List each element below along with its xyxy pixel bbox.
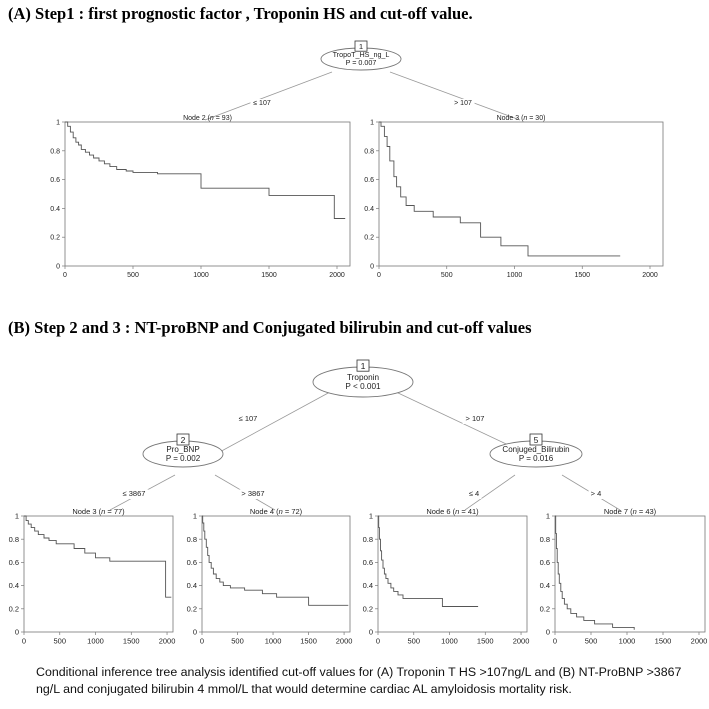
x-tick-label: 2000: [335, 636, 353, 646]
x-tick-label: 2000: [512, 636, 530, 646]
x-tick-label: 1000: [506, 272, 523, 279]
plot-title: Node 2 (n = 93): [183, 115, 232, 122]
x-tick-label: 500: [584, 636, 598, 646]
x-tick-label: 500: [127, 272, 139, 279]
y-tick-label: 0.6: [539, 558, 550, 568]
y-tick-label: 1: [192, 511, 197, 521]
tree-node-id: 1: [358, 42, 364, 52]
x-tick-label: 500: [440, 272, 453, 279]
y-tick-label: 0.4: [539, 581, 550, 591]
plot-frame: [24, 516, 173, 632]
x-tick-label: 0: [21, 636, 27, 646]
y-tick-label: 0: [14, 627, 19, 637]
y-tick-label: 0: [56, 263, 60, 271]
x-tick-label: 1500: [654, 636, 672, 646]
x-tick-label: 500: [407, 636, 421, 646]
y-tick-label: 0.4: [8, 581, 19, 591]
x-tick-label: 1000: [193, 272, 209, 279]
plot-frame: [202, 516, 350, 632]
tree-node-pvalue: P < 0.001: [345, 382, 381, 392]
y-tick-label: 0.8: [50, 148, 60, 156]
y-tick-label: 0.2: [186, 604, 197, 614]
tree-node-variable: Troponin: [346, 373, 380, 382]
y-tick-label: 0.2: [8, 604, 19, 614]
y-tick-label: 0.8: [364, 148, 374, 156]
tree-node-id: 2: [180, 435, 186, 445]
y-tick-label: 0.6: [50, 177, 60, 185]
plot-title: Node 3 (n = 77): [72, 507, 125, 516]
y-tick-label: 0: [192, 627, 197, 637]
y-tick-label: 0.4: [362, 581, 373, 591]
x-tick-label: 2000: [690, 636, 708, 646]
x-tick-label: 1000: [441, 636, 458, 646]
x-tick-label: 2000: [329, 272, 345, 279]
tree-node-pvalue: P = 0.016: [518, 454, 554, 463]
x-tick-label: 0: [375, 636, 381, 646]
figure-caption: Conditional inference tree analysis identified cut-off values for (A) Troponin T HS >107ng/L and (B) NT-ProBNP >3867 ng/L and conjugated bilirubin 4 mmol/L that would determine cardiac AL amyloidosis mortality risk.: [36, 665, 682, 696]
tree-node-variable: Conjuged_Bilirubin: [502, 445, 570, 454]
y-tick-label: 0.6: [364, 177, 374, 185]
x-tick-label: 500: [231, 636, 244, 646]
y-tick-label: 0.6: [186, 558, 197, 568]
tree-edge-label: ≤ 107: [238, 414, 258, 423]
x-tick-label: 1500: [476, 636, 494, 646]
plot-title: Node 4 (n = 72): [249, 507, 303, 516]
x-tick-label: 1000: [87, 636, 104, 646]
x-tick-label: 1000: [618, 636, 636, 646]
tree-edge-label: ≤ 107: [253, 100, 271, 107]
plot-title: Node 3 (n = 30): [496, 115, 546, 122]
y-tick-label: 0: [368, 627, 373, 637]
tree-edge: [205, 392, 330, 460]
y-tick-label: 0.2: [364, 234, 374, 242]
plot-frame: [378, 516, 527, 632]
tree-edge-label: > 4: [590, 489, 602, 498]
tree-node-pvalue: P = 0.007: [345, 58, 377, 68]
x-tick-label: 1000: [264, 636, 282, 646]
tree-node-variable: TropoT_HS_ng_L: [332, 50, 390, 59]
x-tick-label: 0: [552, 636, 558, 646]
y-tick-label: 0.2: [50, 234, 60, 242]
tree-edge-label: > 107: [465, 414, 485, 423]
y-tick-label: 0: [370, 263, 374, 271]
plot-frame: [379, 122, 663, 266]
x-tick-label: 0: [377, 272, 381, 279]
x-tick-label: 1500: [574, 272, 591, 279]
y-tick-label: 0.8: [539, 534, 550, 544]
tree-node-pvalue: P = 0.002: [165, 454, 201, 463]
y-tick-label: 0.2: [539, 604, 550, 614]
x-tick-label: 0: [199, 636, 205, 646]
x-tick-label: 1500: [300, 636, 317, 646]
y-tick-label: 0.2: [362, 604, 373, 614]
y-tick-label: 0.8: [8, 534, 19, 544]
tree-edge: [390, 72, 520, 120]
tree-edge-label: ≤ 3867: [122, 489, 146, 498]
y-tick-label: 0.4: [364, 205, 374, 213]
y-tick-label: 0: [545, 627, 550, 637]
plot-frame: [555, 516, 705, 632]
y-tick-label: 0.6: [362, 558, 373, 568]
x-tick-label: 500: [53, 636, 67, 646]
tree-node-id: 1: [360, 361, 366, 372]
x-tick-label: 2000: [642, 272, 658, 279]
x-tick-label: 1500: [122, 636, 140, 646]
y-tick-label: 1: [14, 511, 19, 521]
tree-edge-label: > 3867: [241, 489, 265, 498]
x-tick-label: 1500: [261, 272, 277, 279]
survival-curve: [202, 516, 348, 605]
y-tick-label: 0.6: [8, 558, 19, 568]
tree-edge-label: ≤ 4: [468, 489, 480, 498]
y-tick-label: 0.8: [186, 534, 197, 544]
plot-title: Node 7 (n = 43): [603, 507, 657, 516]
y-tick-label: 0.8: [362, 534, 373, 544]
y-tick-label: 0.4: [50, 205, 60, 213]
tree-node-id: 5: [533, 435, 539, 445]
survival-curve: [378, 516, 478, 607]
y-tick-label: 1: [545, 511, 550, 521]
plot-frame: [65, 122, 350, 266]
y-tick-label: 1: [368, 511, 373, 521]
survival-curve: [555, 516, 634, 630]
plot-title: Node 6 (n = 41): [426, 507, 479, 516]
x-tick-label: 0: [63, 272, 67, 279]
x-tick-label: 2000: [158, 636, 176, 646]
tree-edge: [205, 72, 332, 120]
tree-node-variable: Pro_BNP: [166, 445, 200, 454]
survival-curve: [379, 122, 620, 256]
survival-curve: [24, 516, 171, 597]
y-tick-label: 1: [370, 119, 374, 127]
y-tick-label: 1: [56, 119, 60, 127]
heading-step2-3: (B) Step 2 and 3 : NT-proBNP and Conjugated bilirubin and cut-off values: [8, 318, 532, 337]
heading-step1: (A) Step1 : first prognostic factor , Troponin HS and cut-off value.: [8, 4, 473, 23]
survival-curve: [65, 122, 345, 219]
tree-edge-label: > 107: [454, 100, 472, 107]
y-tick-label: 0.4: [186, 581, 197, 591]
